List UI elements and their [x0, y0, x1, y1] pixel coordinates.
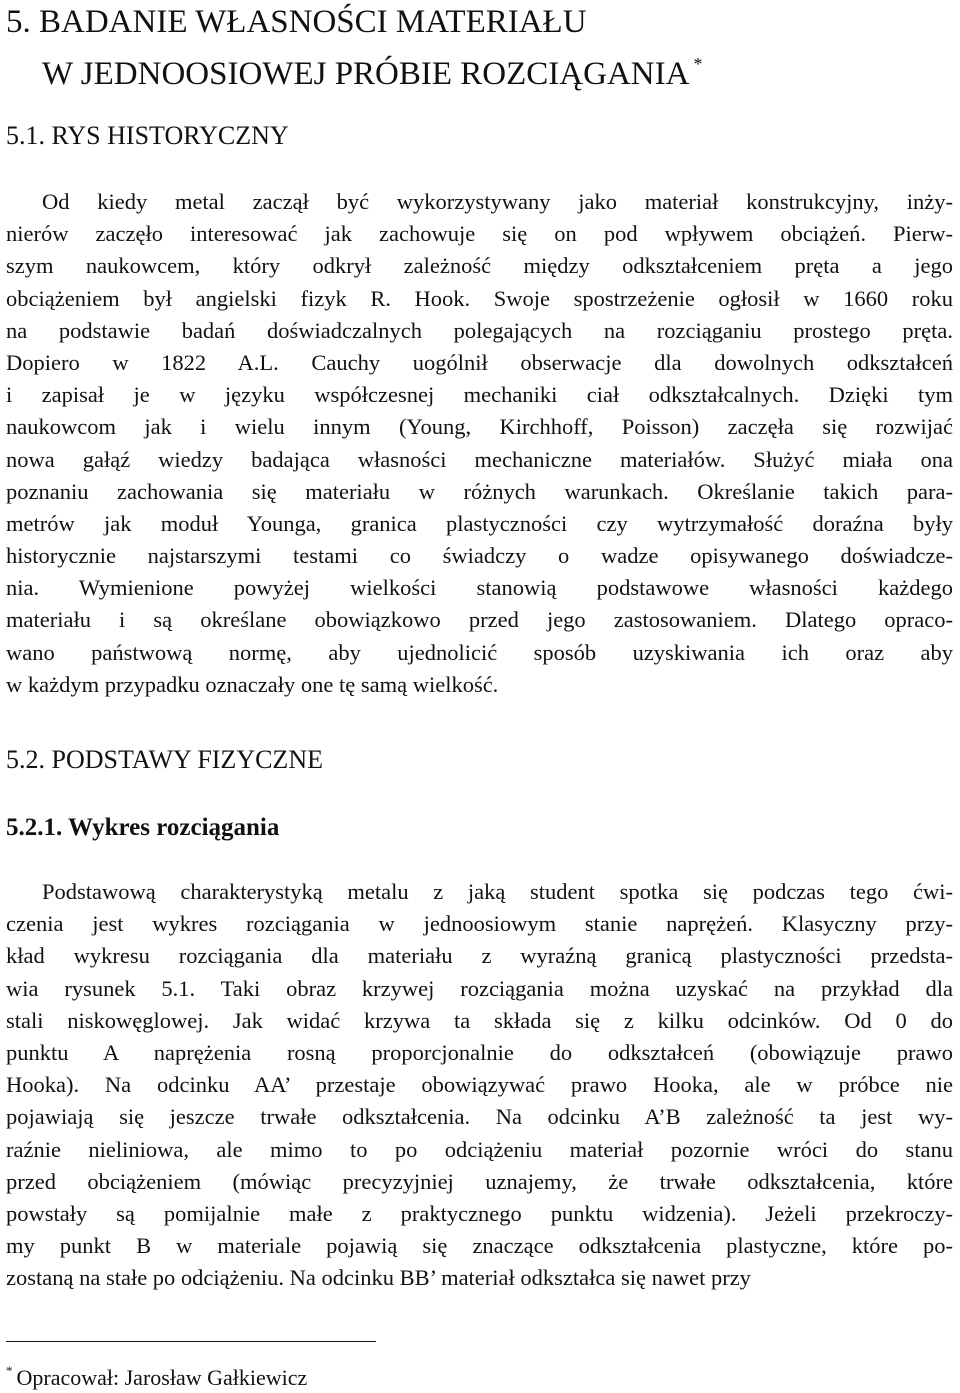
text-line: Hooka). Na odcinku AA’ przestaje obowiązywać prawo Hooka, ale w próbce nie — [6, 1072, 953, 1098]
text-line: Dopiero w 1822 A.L. Cauchy uogólnił obserwacje dla dowolnych odkształceń — [6, 349, 953, 375]
text-line: w każdym przypadku oznaczały one tę samą wielkość. — [6, 671, 499, 697]
text-line: historycznie najstarszymi testami co świadczy o wadze opisywanego doświadcze- — [6, 543, 953, 569]
text-line: punktu A naprężenia rosną proporcjonalnie do odkształceń (obowiązuje prawo — [6, 1039, 953, 1065]
paragraph-tensile-curve — [6, 876, 953, 1294]
text-line: obciążeniem był angielski fizyk R. Hook. Swoje spostrzeżenie ogłosił w 1660 roku — [6, 285, 953, 311]
text-line: Od kiedy metal zaczął być wykorzystywany jako materiał konstrukcyjny, inży- — [42, 189, 953, 214]
paragraph-historical-overview — [6, 186, 953, 701]
text-line: pojawiają się jeszcze trwałe odkształcenia. Na odcinku A’B zależność ta jest wy- — [6, 1104, 953, 1130]
text-line: przed obciążeniem (mówiąc precyzyjniej uznajemy, że trwałe odkształcenia, które — [6, 1168, 953, 1194]
footnote — [6, 1356, 307, 1393]
text-line: metrów jak moduł Younga, granica plastyczności czy wytrzymałość doraźna były — [6, 510, 953, 536]
chapter-title-line-1: 5. BADANIE WŁASNOŚCI MATERIAŁU — [6, 4, 587, 40]
text-line: wano państwową normę, aby ujednolicić sposób uzyskiwania ich oraz aby — [6, 639, 953, 665]
footnote-marker: * — [6, 1363, 13, 1378]
text-line: zostaną na stałe po odciążeniu. Na odcinku BB’ materiał odkształca się nawet przy — [6, 1265, 751, 1291]
section-heading-5-1: 5.1. RYS HISTORYCZNY — [6, 121, 289, 150]
text-line: wia rysunek 5.1. Taki obraz krzywej rozciągania można uzyskać na przykład dla — [6, 975, 953, 1001]
section-heading-5-2: 5.2. PODSTAWY FIZYCZNE — [6, 745, 323, 774]
text-line: powstały są pomijalnie małe z praktycznego punktu widzenia). Jeżeli przekroczy- — [6, 1200, 953, 1226]
text-line: my punkt B w materiale pojawią się znaczące odkształcenia plastyczne, które po- — [6, 1233, 953, 1259]
text-line: i zapisał je w języku współczesnej mechaniki ciał odkształcalnych. Dzięki tym — [6, 382, 953, 408]
text-line: naukowcom jak i wielu innym (Young, Kirchhoff, Poisson) zaczęła się rozwijać — [6, 414, 953, 440]
footnote-text: Opracował: Jarosław Gałkiewicz — [16, 1365, 308, 1390]
subsection-heading-5-2-1: 5.2.1. Wykres rozciągania — [6, 814, 280, 841]
text-line: nowa gałąź wiedzy badająca własności mechaniczne materiałów. Służyć miała ona — [6, 446, 953, 472]
chapter-title-line-2-text: W JEDNOOSIOWEJ PRÓBIE ROZCIĄGANIA — [42, 56, 690, 92]
text-line: nierów zaczęło interesować jak zachowuje się on pod wpływem obciążeń. Pierw- — [6, 221, 953, 247]
chapter-title-line-2 — [42, 44, 702, 94]
text-line: materiału i są określane obowiązkowo przed jego zastosowaniem. Dlatego opraco- — [6, 607, 953, 633]
text-line: nia. Wymienione powyżej wielkości stanowią podstawowe własności każdego — [6, 575, 953, 601]
text-line: czenia jest wykres rozciągania w jednoosiowym stanie naprężeń. Klasyczny przy- — [6, 911, 953, 937]
text-line: raźnie nieliniowa, ale mimo to po odciążeniu materiał pozornie wróci do stanu — [6, 1136, 953, 1162]
text-line: szym naukowcem, który odkrył zależność między odkształceniem pręta a jego — [6, 253, 953, 279]
text-line: Podstawową charakterystyką metalu z jaką student spotka się podczas tego ćwi- — [42, 879, 953, 904]
footnote-divider — [6, 1341, 376, 1342]
text-line: na podstawie badań doświadczalnych polegających na rozciąganiu prostego pręta. — [6, 317, 953, 343]
text-line: kład wykresu rozciągania dla materiału z wyraźną granicą plastyczności przedsta- — [6, 943, 953, 969]
text-line: stali niskowęglowej. Jak widać krzywa ta składa się z kilku odcinków. Od 0 do — [6, 1007, 953, 1033]
footnote-marker-ref[interactable]: * — [693, 54, 703, 74]
text-line: poznaniu zachowania się materiału w różnych warunkach. Określanie takich para- — [6, 478, 953, 504]
